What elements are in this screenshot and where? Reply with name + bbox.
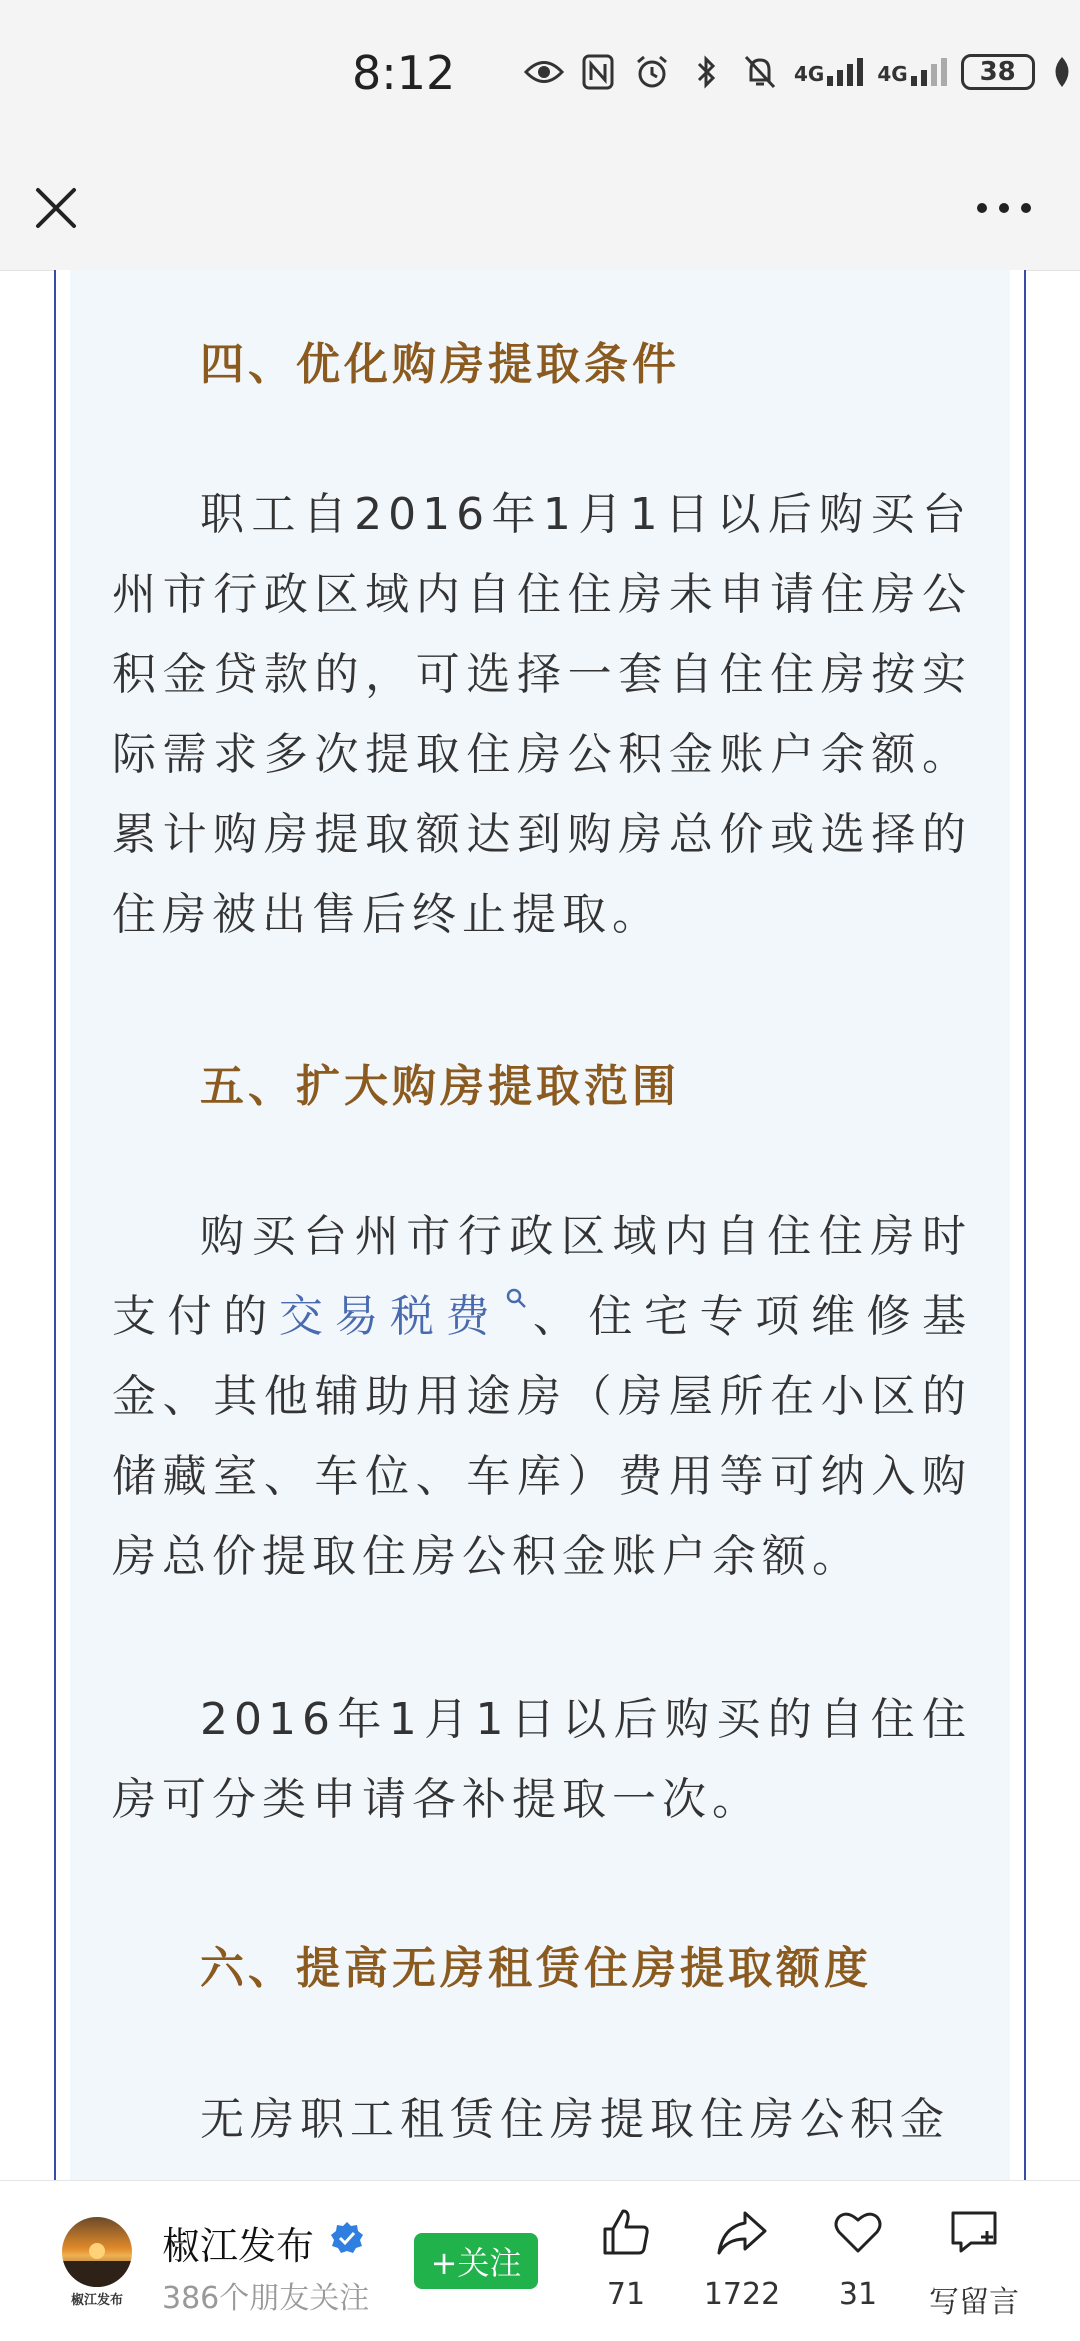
tax-link[interactable] [279,1291,527,1342]
share-count: 1722 [703,2277,781,2312]
comment-label: 写留言 [929,2285,1019,2320]
comment-icon [947,2205,1001,2259]
avatar-caption: 椒江发布 [70,2293,123,2308]
section-heading-6: 六、提高无房租赁住房提取额度 [200,1943,872,1994]
favorite-button[interactable] [798,2205,918,2325]
status-bar [0,0,1080,150]
close-icon [28,180,84,236]
verified-icon [330,2221,364,2255]
thumbs-up-icon [599,2205,653,2259]
followers-count: 386个朋友关注 [162,2281,370,2316]
battery-icon [961,54,1035,90]
alarm-icon [632,52,672,92]
network-label-1: 4G [794,62,825,86]
section-heading-4: 四、优化购房提取条件 [200,339,680,390]
section-5-paragraph-b: 2016年1月1日以后购买的自住住房可分类申请各补提取一次。 [112,1694,972,1825]
account-avatar[interactable] [62,2217,132,2287]
share-icon [715,2205,769,2259]
status-icons [524,52,1075,92]
nav-bar [0,150,1080,271]
nfc-icon [578,52,618,92]
bottom-bar [0,2180,1080,2341]
close-button[interactable] [28,180,84,236]
follow-button[interactable]: +关注 [414,2233,538,2289]
section-4-paragraph: 职工自2016年1月1日以后购买台州市行政区域内自住住房未申请住房公积金贷款的，可选择一套自住住房按实际需求多次提取住房公积金账户余额。累计购房提取额达到购房总价或选择的住房被出售后终止提取。 [112,489,972,940]
mute-icon [740,52,780,92]
signal-bars-1-icon [827,58,863,86]
like-button[interactable] [566,2205,686,2325]
more-icon [974,188,1034,228]
section-5-text-before: 购买台州市行政区域内自住住房时支付的 [112,1211,972,1342]
status-time: 8:12 [352,46,456,100]
more-button[interactable] [974,188,1034,228]
like-count: 71 [606,2277,646,2312]
heart-icon [831,2205,885,2259]
network-label-2: 4G [877,62,908,86]
tax-link-label: 交易税费 [278,1291,502,1342]
leaf-icon [1049,55,1075,89]
signal-1 [794,58,863,86]
signal-bars-2-icon [911,58,947,86]
battery-level: 38 [979,57,1016,87]
section-5-paragraph-a [112,1197,972,1597]
section-heading-5: 五、扩大购房提取范围 [200,1061,680,1112]
favorite-count: 31 [838,2277,878,2312]
sunset-icon [62,2217,132,2287]
section-5-text-after: 、住宅专项维修基金、其他辅助用途房（房屋所在小区的储藏室、车位、车库）费用等可纳入购房总价提取住房公积金账户余额。 [112,1291,973,1582]
signal-2 [877,58,946,86]
eye-icon [524,52,564,92]
account-name[interactable]: 椒江发布 [162,2224,315,2268]
bluetooth-icon [686,52,726,92]
search-icon [505,1287,527,1309]
share-button[interactable] [682,2205,802,2325]
section-6-paragraph: 无房职工租赁住房提取住房公积金 [200,2094,950,2145]
comment-button[interactable] [914,2205,1034,2325]
